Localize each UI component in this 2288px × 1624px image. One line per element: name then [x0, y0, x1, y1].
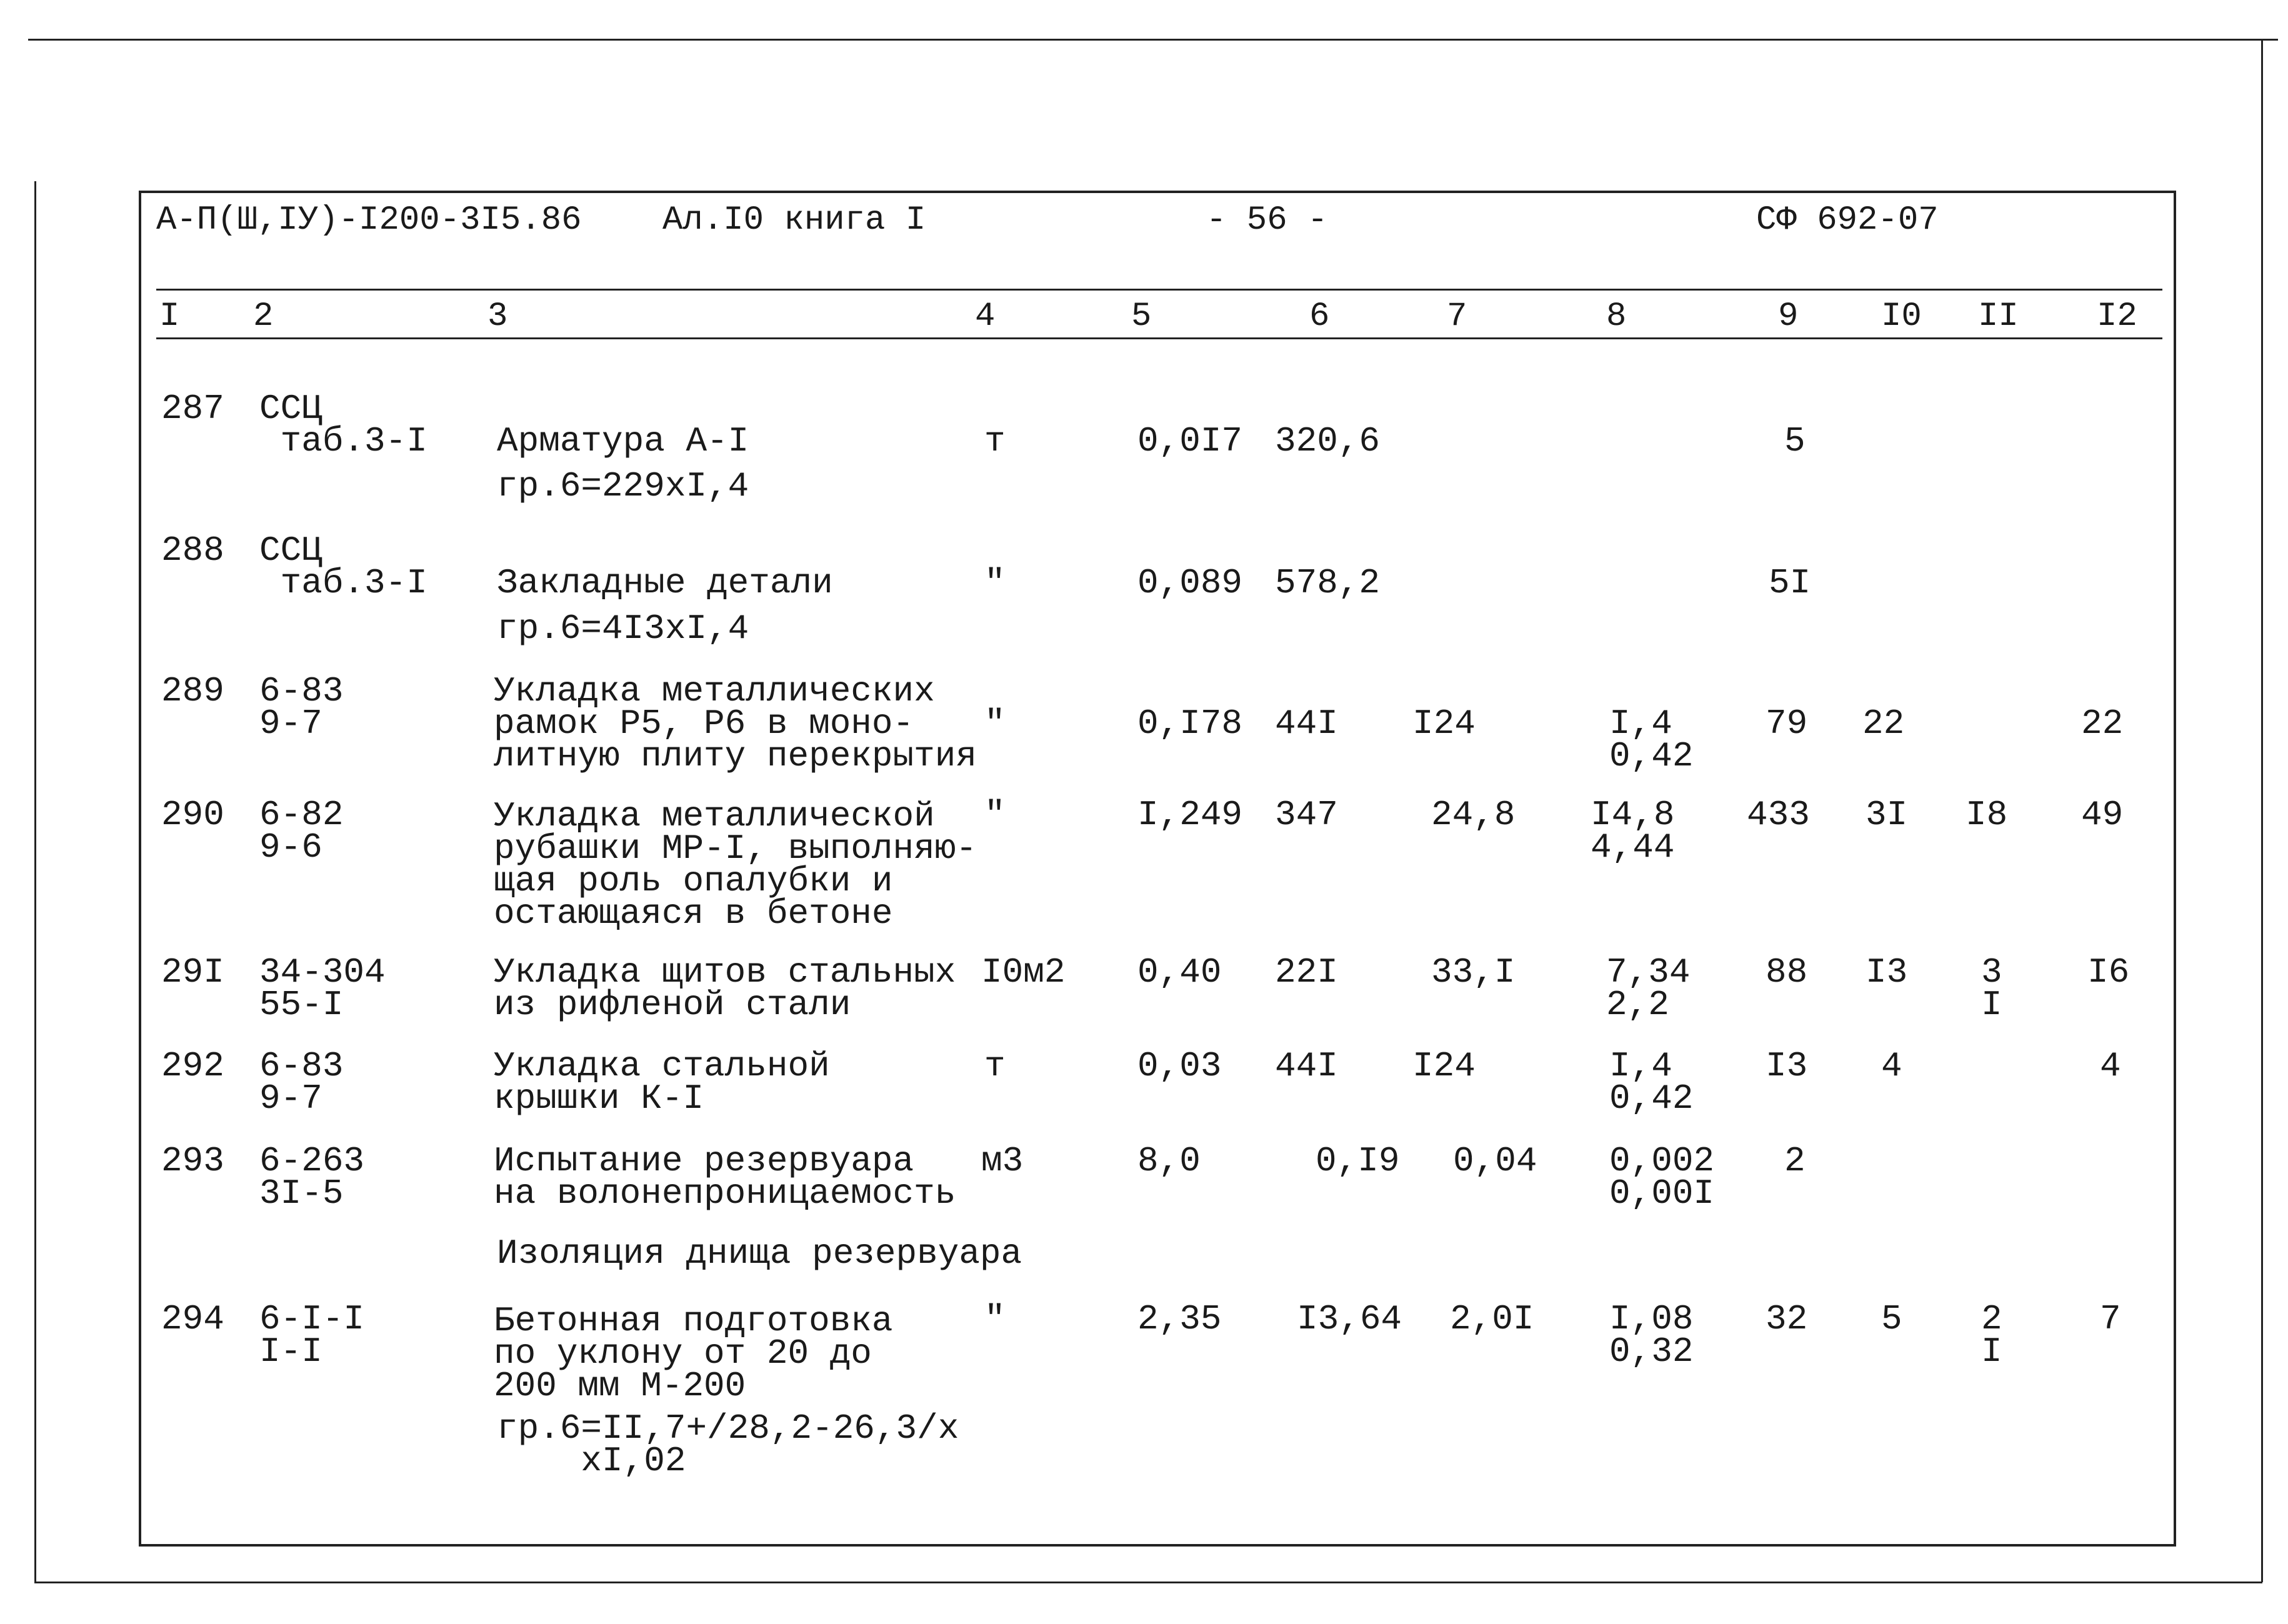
- col-num-2: 2: [253, 297, 274, 336]
- row-288-unit: ": [984, 563, 1006, 603]
- row-293-c7: 0,04: [1453, 1141, 1537, 1181]
- row-290-desc: Укладка металлической рубашки МР-I, выполняю- щая роль опалубки и остающаяся в бетоне: [494, 796, 977, 934]
- row-294-note: гр.6=II,7+/28,2-26,3/х хI,02: [497, 1408, 959, 1481]
- row-290-c9: 433: [1747, 795, 1810, 835]
- row-288-desc: Закладные детали: [497, 563, 833, 603]
- row-292-desc: Укладка стальной крышки К-I: [494, 1046, 830, 1118]
- row-288-note: гр.6=4I3хI,4: [497, 609, 749, 649]
- row-292-num: 292: [161, 1046, 224, 1086]
- row-292-c8: I,4 0,42: [1609, 1046, 1694, 1118]
- row-287-desc: Арматура А-I: [497, 421, 749, 461]
- col-num-11: II: [1978, 297, 2019, 336]
- col-num-10: I0: [1881, 297, 1922, 336]
- row-292-c6: 44I: [1275, 1046, 1338, 1086]
- row-294-c10: 5: [1881, 1299, 1902, 1339]
- col-num-1: I: [159, 297, 180, 336]
- row-287-num: 287: [161, 389, 224, 429]
- row-287-c9: 5: [1784, 421, 1806, 461]
- row-287-c5: 0,0I7: [1137, 421, 1243, 461]
- col-num-7: 7: [1447, 297, 1467, 336]
- doc-code: А-П(Ш,IУ)-I200-3I5.86: [156, 201, 582, 239]
- row-292-c10: 4: [1881, 1046, 1902, 1086]
- row-290-c7: 24,8: [1431, 795, 1516, 835]
- row-289-code: 6-83 9-7: [259, 671, 344, 744]
- row-291-c11: 3 I: [1981, 952, 2002, 1025]
- row-291-code: 34-304 55-I: [259, 952, 386, 1025]
- row-293-c5: 8,0: [1137, 1141, 1201, 1181]
- row-291-c12: I6: [2087, 952, 2130, 992]
- row-291-c10: I3: [1866, 952, 1908, 992]
- col-num-9: 9: [1778, 297, 1799, 336]
- row-294-code: 6-I-I I-I: [259, 1299, 365, 1372]
- row-291-unit: I0м2: [981, 952, 1066, 992]
- row-289-c12: 22: [2081, 704, 2124, 744]
- row-294-desc: Бетонная подготовка по уклону от 20 до 200 мм М-200: [494, 1301, 893, 1406]
- row-290-unit: ": [984, 795, 1006, 835]
- outer-border-bottom: [34, 1582, 2262, 1583]
- row-294-c12: 7: [2100, 1299, 2121, 1339]
- row-291-c5: 0,40: [1137, 952, 1222, 992]
- col-num-4: 4: [975, 297, 996, 336]
- row-291-c6: 22I: [1275, 952, 1338, 992]
- outer-border-top: [28, 39, 2278, 41]
- row-288-c9: 5I: [1769, 563, 1811, 603]
- row-291-c8: 7,34 2,2: [1606, 952, 1691, 1025]
- row-294-num: 294: [161, 1299, 224, 1339]
- row-289-c8: I,4 0,42: [1609, 704, 1694, 776]
- row-290-c12: 49: [2081, 795, 2124, 835]
- row-293-c8: 0,002 0,00I: [1609, 1141, 1715, 1213]
- row-288-c5: 0,089: [1137, 563, 1243, 603]
- row-290-num: 290: [161, 795, 224, 835]
- row-290-c8: I4,8 4,44: [1591, 795, 1675, 867]
- row-293-code: 6-263 3I-5: [259, 1141, 365, 1213]
- row-290-code: 6-82 9-6: [259, 795, 344, 867]
- row-289-num: 289: [161, 671, 224, 711]
- row-289-c6: 44I: [1275, 704, 1338, 744]
- row-287-note: гр.6=229хI,4: [497, 466, 749, 506]
- row-292-c9: I3: [1766, 1046, 1808, 1086]
- row-289-desc: Укладка металлических рамок Р5, Р6 в моно- литную плиту перекрытия: [494, 671, 977, 776]
- header-rule-top: [156, 289, 2162, 291]
- row-289-c7: I24: [1412, 704, 1476, 744]
- row-294-c8: I,08 0,32: [1609, 1299, 1694, 1372]
- row-288-c6: 578,2: [1275, 563, 1381, 603]
- section-heading-insulation: Изоляция днища резервуара: [497, 1233, 1022, 1273]
- row-289-unit: ": [984, 704, 1006, 744]
- row-290-c11: I8: [1966, 795, 2008, 835]
- row-293-num: 293: [161, 1141, 224, 1181]
- row-287-c6: 320,6: [1275, 421, 1381, 461]
- row-293-c9: 2: [1784, 1141, 1806, 1181]
- album-label: Ал.I0 книга I: [662, 201, 926, 239]
- row-292-c12: 4: [2100, 1046, 2121, 1086]
- row-287-code: ССЦ таб.3-I: [259, 389, 427, 461]
- row-292-c7: I24: [1412, 1046, 1476, 1086]
- row-292-unit: т: [984, 1046, 1006, 1086]
- row-289-c5: 0,I78: [1137, 704, 1243, 744]
- outer-border-left: [34, 181, 36, 1582]
- page-number: - 56 -: [1206, 201, 1328, 239]
- row-289-c10: 22: [1862, 704, 1905, 744]
- row-287-unit: т: [984, 421, 1006, 461]
- row-290-c5: I,249: [1137, 795, 1243, 835]
- row-294-c5: 2,35: [1137, 1299, 1222, 1339]
- row-292-c5: 0,03: [1137, 1046, 1222, 1086]
- row-291-num: 29I: [161, 952, 224, 992]
- sheet-code: СФ 692-07: [1756, 201, 1939, 239]
- row-291-c9: 88: [1766, 952, 1808, 992]
- col-num-12: I2: [2097, 297, 2137, 336]
- row-290-c10: 3I: [1866, 795, 1908, 835]
- row-288-code: ССЦ таб.3-I: [259, 531, 427, 603]
- row-291-desc: Укладка щитов стальных из рифленой стали: [494, 952, 956, 1025]
- row-294-c9: 32: [1766, 1299, 1808, 1339]
- row-289-c9: 79: [1766, 704, 1808, 744]
- row-291-c7: 33,I: [1431, 952, 1516, 992]
- row-293-c6: 0,I9: [1316, 1141, 1400, 1181]
- row-294-c6: I3,64: [1297, 1299, 1402, 1339]
- row-294-c11: 2 I: [1981, 1299, 2002, 1372]
- col-num-5: 5: [1131, 297, 1152, 336]
- row-293-desc: Испытание резервуара на волонепроницаемость: [494, 1141, 956, 1213]
- row-292-code: 6-83 9-7: [259, 1046, 344, 1118]
- col-num-6: 6: [1309, 297, 1330, 336]
- col-num-3: 3: [487, 297, 508, 336]
- row-293-unit: м3: [981, 1141, 1024, 1181]
- row-294-unit: ": [984, 1299, 1006, 1339]
- row-290-c6: 347: [1275, 795, 1338, 835]
- row-294-c7: 2,0I: [1450, 1299, 1534, 1339]
- row-288-num: 288: [161, 531, 224, 570]
- header-rule-bottom: [156, 337, 2162, 339]
- outer-border-right: [2261, 39, 2263, 1582]
- col-num-8: 8: [1606, 297, 1627, 336]
